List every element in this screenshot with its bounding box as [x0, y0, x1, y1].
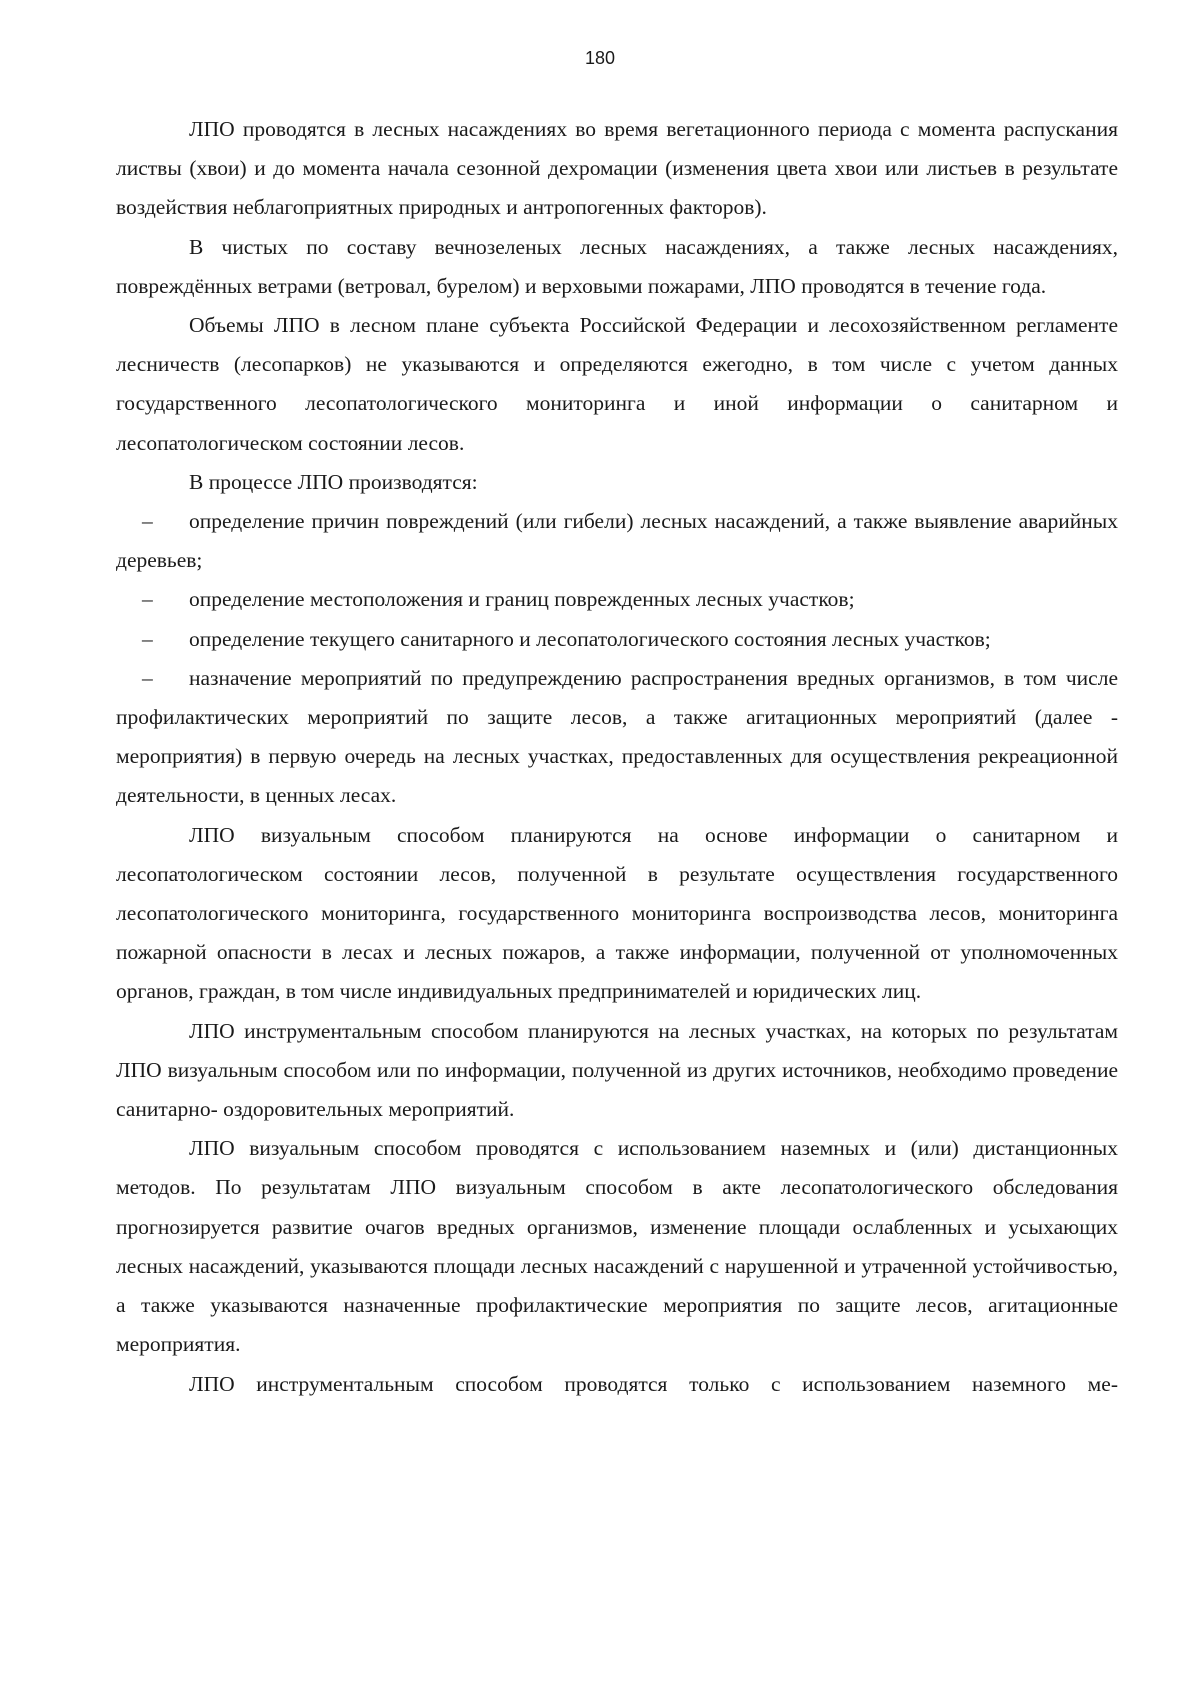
paragraph-evergreen: В чистых по составу вечнозеленых лесных насаждениях, а также лесных насаждениях, повреждённых ветрами (ветровал, бурелом) и верховыми пожарами, ЛПО проводятся в течение года.: [116, 234, 1118, 298]
list-item-text: определение текущего санитарного и лесопатологического состояния лесных участков;: [189, 626, 991, 651]
list-dash: –: [142, 626, 153, 651]
list-item: [116, 620, 1118, 659]
paragraph-process-intro: В процессе ЛПО производятся:: [189, 469, 478, 494]
paragraph-instrumental-methods: ЛПО инструментальным способом проводятся только с использованием наземного ме-: [189, 1371, 1118, 1396]
list-item-text: определение причин повреждений (или гибели) лесных насаждений, а также выявление аварийных деревьев;: [116, 509, 1118, 573]
list-dash: –: [142, 509, 153, 534]
paragraph-visual-planning: ЛПО визуальным способом планируются на основе информации о санитарном и лесопатологическом состоянии лесов, полученной в результате осуществления государственного лесопатологического мониторинга, государственного мониторинга воспроизводства лесов, мониторинга пожарной опасности в лесах и лесных пожаров, а также информации, полученной от уполномоченных органов, граждан, в том числе индивидуальных предпринимателей и юридических лиц.: [116, 822, 1118, 1004]
list-item-text: определение местоположения и границ поврежденных лесных участков;: [189, 587, 855, 612]
list-item: [116, 659, 1118, 816]
list-dash: –: [142, 587, 153, 612]
paragraph-visual-methods: ЛПО визуальным способом проводятся с использованием наземных и (или) дистанционных методов. По результатам ЛПО визуальным способом в акте лесопатологического обследования прогнозируется развитие очагов вредных организмов, изменение площади ослабленных и усыхающих лесных насаждений, указываются площади лесных насаждений с нарушенной и утраченной устойчивостью, а также указываются назначенные профилактические мероприятия по защите лесов, агитационные мероприятия.: [116, 1136, 1118, 1357]
list-item: [116, 580, 1118, 619]
paragraph-instrumental-planning: ЛПО инструментальным способом планируются на лесных участках, на которых по результатам ЛПО визуальным способом или по информации, полученной из других источников, необходимо проведение санитарно- оздоровительных мероприятий.: [116, 1018, 1118, 1122]
paragraph-volumes: Объемы ЛПО в лесном плане субъекта Российской Федерации и лесохозяйственном регламенте лесничеств (лесопарков) не указываются и определяются ежегодно, в том числе с учетом данных государственного лесопатологического мониторинга и иной информации о санитарном и лесопатологическом состоянии лесов.: [116, 313, 1118, 455]
page-number: 180: [584, 48, 616, 68]
document-body: [116, 110, 1118, 1404]
paragraph-lpo-period: ЛПО проводятся в лесных насаждениях во время вегетационного периода с момента распускания листвы (хвои) и до момента начала сезонной дехромации (изменения цвета хвои или листьев в результате воздействия неблагоприятных природных и антропогенных факторов).: [116, 117, 1118, 220]
list-dash: –: [142, 665, 153, 690]
list-item: [116, 502, 1118, 580]
list-item-text: назначение мероприятий по предупреждению распространения вредных организмов, в том числе профилактических мероприятий по защите лесов, а также агитационных мероприятий (далее - мероприятия) в первую очередь на лесных участках, предоставленных для осуществления рекреационной деятельности, в ценных лесах.: [116, 665, 1118, 808]
